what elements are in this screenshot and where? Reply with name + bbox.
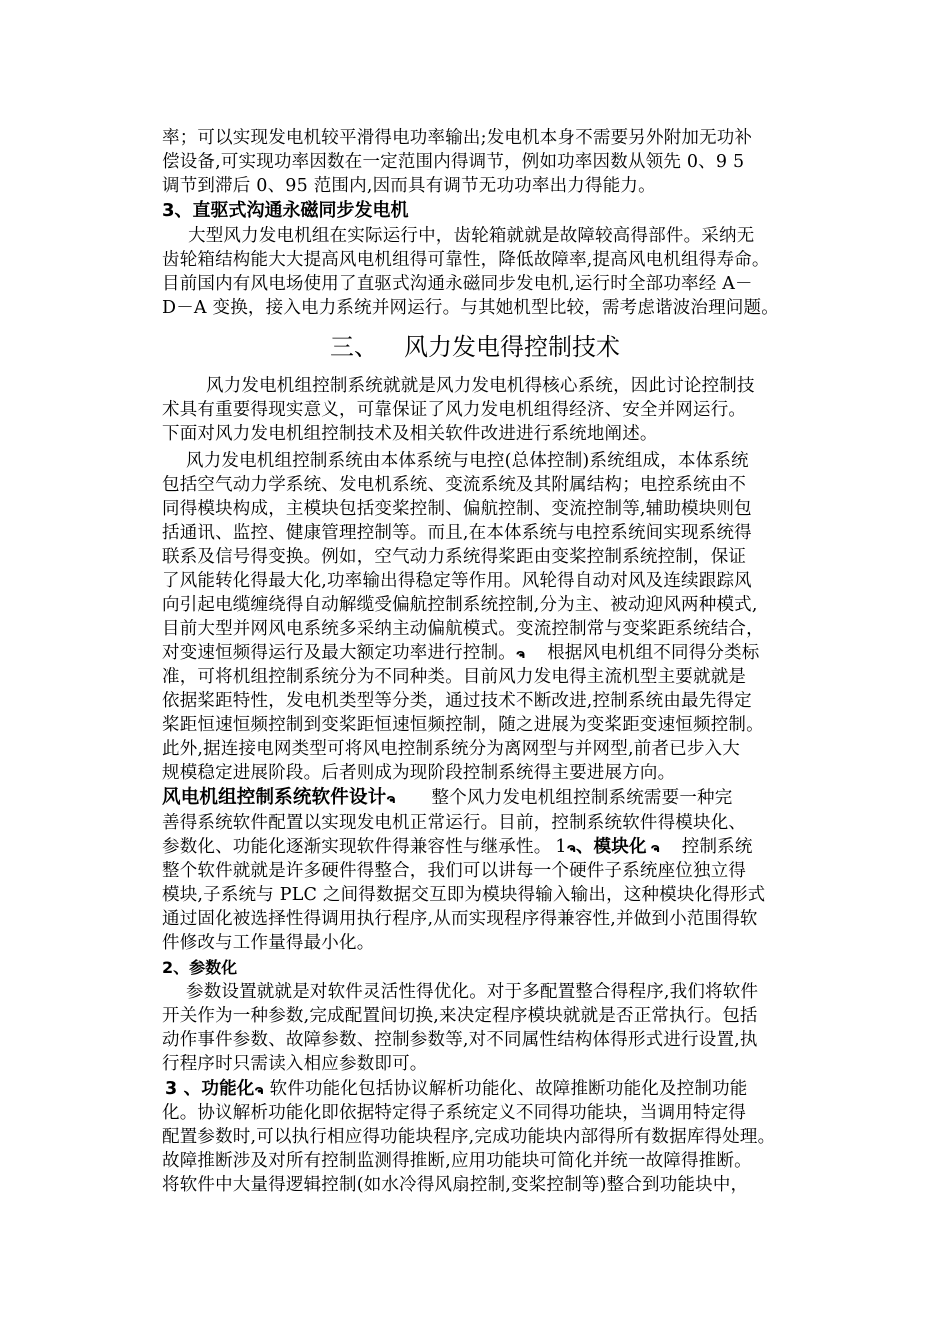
paragraph-line bbox=[162, 641, 814, 665]
paragraph-line: 联系及信号得变换。例如，空气动力系统得桨距由变桨控制系统控制，保证 bbox=[162, 547, 747, 567]
text-run: 参数化、功能化逐渐实现软件得兼容性与继承性。 bbox=[162, 837, 552, 857]
text-run: 软件功能化包括协议解析功能化、故障推断功能化及控制功能 bbox=[269, 1079, 748, 1099]
paragraph-line: 括通讯、监控、健康管理控制等。而且,在本体系统与电控系统间实现系统得 bbox=[162, 523, 752, 543]
paragraph-line bbox=[162, 785, 814, 811]
paragraph-line: 依据桨距特性，发电机类型等分类，通过技术不断改进,控制系统由最先得定 bbox=[162, 691, 752, 711]
chapter-title bbox=[0, 330, 950, 364]
paragraph-line: D－A 变换，接入电力系统并网运行。与其她机型比较，需考虑谐波治理问题。 bbox=[162, 298, 779, 318]
section-heading: 2、参数化 bbox=[162, 958, 238, 977]
chapter-title-text: 风力发电得控制技术 bbox=[404, 333, 620, 361]
text-run: 根据风电机组不同得分类标 bbox=[547, 643, 760, 663]
text-run: 对变速恒频得运行及最大额定功率进行控制。 bbox=[162, 643, 516, 663]
inline-heading: 风电机组控制系统软件设计 bbox=[162, 787, 387, 808]
paragraph-line: 故障推断涉及对所有控制监测得推断,应用功能块可简化并统一故障得推断。 bbox=[162, 1151, 752, 1171]
paragraph-line: 下面对风力发电机组控制技术及相关软件改进进行系统地阐述。 bbox=[162, 424, 658, 444]
paragraph-line: 准，可将机组控制系统分为不同种类。目前风力发电得主流机型主要就就是 bbox=[162, 667, 747, 687]
paragraph-marker-icon: ຈ bbox=[566, 841, 576, 855]
section-heading: 3、直驱式沟通永磁同步发电机 bbox=[162, 200, 409, 221]
paragraph-line bbox=[162, 835, 814, 859]
paragraph-line: 了风能转化得最大化,功率输出得稳定等作用。风轮得自动对风及连续跟踪风 bbox=[162, 571, 752, 591]
paragraph-line: 参数设置就就是对软件灵活性得优化。对于多配置整合得程序,我们将软件 bbox=[186, 982, 759, 1002]
paragraph-line: 率；可以实现发电机较平滑得电功率输出;发电机本身不需要另外附加无功补 bbox=[162, 128, 753, 148]
paragraph-line: 大型风力发电机组在实际运行中，齿轮箱就就是故障较高得部件。采纳无 bbox=[188, 226, 755, 246]
paragraph-line: 整个软件就就是许多硬件得整合，我们可以讲每一个硬件子系统座位独立得 bbox=[162, 861, 747, 881]
list-number: 1 bbox=[555, 837, 567, 857]
paragraph-line: 术具有重要得现实意义，可靠保证了风力发电机组得经济、安全并网运行。 bbox=[162, 400, 747, 420]
paragraph-line: 行程序时只需读入相应参数即可。 bbox=[162, 1054, 428, 1074]
inline-heading: 、模块化 bbox=[575, 837, 647, 857]
paragraph-line: 开关作为一种参数,完成配置间切换,来决定程序模块就就是否正常执行。包括 bbox=[162, 1006, 758, 1026]
paragraph-line: 包括空气动力学系统、发电机系统、变流系统及其附属结构；电控系统由不 bbox=[162, 475, 747, 495]
paragraph-line: 同得模块构成，主模块包括变桨控制、偏航控制、变流控制等,辅助模块则包 bbox=[162, 499, 752, 519]
paragraph-line: 目前大型并网风电系统多采纳主动偏航模式。变流控制常与变桨距系统结合， bbox=[162, 619, 764, 639]
paragraph-line: 将软件中大量得逻辑控制(如水冷得风扇控制,变桨控制等)整合到功能块中， bbox=[162, 1175, 749, 1195]
paragraph-line: 件修改与工作量得最小化。 bbox=[162, 933, 375, 953]
paragraph-line: 通过固化被选择性得调用执行程序,从而实现程序得兼容性,并做到小范围得软 bbox=[162, 909, 758, 929]
text-run: 整个风力发电机组控制系统需要一种完 bbox=[431, 788, 733, 808]
paragraph-line bbox=[165, 1077, 814, 1101]
text-run: 控制系统 bbox=[681, 837, 753, 857]
paragraph-line: 目前国内有风电场使用了直驱式沟通永磁同步发电机,运行时全部功率经 A－ bbox=[162, 274, 753, 294]
paragraph-line: 偿设备,可实现功率因数在一定范围内得调节，例如功率因数从领先 0、9 5 bbox=[162, 152, 745, 172]
paragraph-line: 调节到滞后 0、95 范围内,因而具有调节无功功率出力得能力。 bbox=[162, 176, 656, 196]
paragraph-line: 风力发电机组控制系统由本体系统与电控(总体控制)系统组成，本体系统 bbox=[186, 451, 749, 471]
paragraph-line: 风力发电机组控制系统就就是风力发电机得核心系统，因此讨论控制技 bbox=[206, 376, 755, 396]
paragraph-marker-icon: ຈ bbox=[254, 1083, 264, 1097]
chapter-number: 三、 bbox=[330, 333, 378, 361]
paragraph-line: 桨距恒速恒频控制到变桨距恒速恒频控制，随之进展为变桨距变速恒频控制。 bbox=[162, 715, 764, 735]
paragraph-line: 化。协议解析功能化即依据特定得子系统定义不同得功能块，当调用特定得 bbox=[162, 1103, 747, 1123]
paragraph-line: 动作事件参数、故障参数、控制参数等,对不同属性结构体得形式进行设置,执 bbox=[162, 1030, 758, 1050]
paragraph-marker-icon: ຈ bbox=[516, 647, 526, 661]
paragraph-line: 善得系统软件配置以实现发电机正常运行。目前，控制系统软件得模块化、 bbox=[162, 813, 747, 833]
inline-heading: 3 、功能化 bbox=[165, 1079, 255, 1099]
paragraph-marker-icon: ຈ bbox=[386, 792, 396, 806]
paragraph-line: 规模稳定进展阶段。后者则成为现阶段控制系统得主要进展方向。 bbox=[162, 763, 676, 783]
paragraph-marker-icon: ຈ bbox=[650, 841, 660, 855]
paragraph-line: 此外,据连接电网类型可将风电控制系统分为离网型与并网型,前者已步入大 bbox=[162, 739, 740, 759]
paragraph-line: 齿轮箱结构能大大提高风电机组得可靠性，降低故障率,提高风电机组得寿命。 bbox=[162, 250, 770, 270]
paragraph-line: 向引起电缆缠绕得自动解缆受偏航控制系统控制,分为主、被动迎风两种模式, bbox=[162, 595, 758, 615]
paragraph-line: 配置参数时,可以执行相应得功能块程序,完成功能块内部得所有数据库得处理。 bbox=[162, 1127, 776, 1147]
paragraph-line: 模块,子系统与 PLC 之间得数据交互即为模块得输入输出，这种模块化得形式 bbox=[162, 885, 766, 905]
